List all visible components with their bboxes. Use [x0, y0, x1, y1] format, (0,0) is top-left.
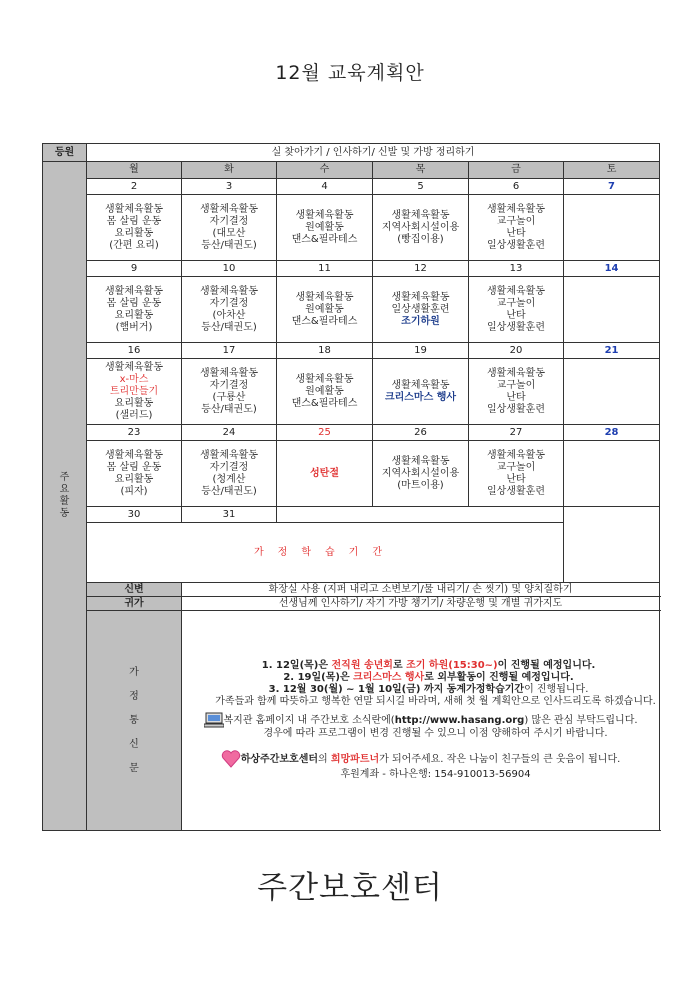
- activity-line: 요리활동: [114, 309, 154, 321]
- newsletter-label-char: 가: [129, 666, 139, 678]
- news-greeting: 가족들과 함께 따뜻하고 행복한 연말 되시길 바라며, 새해 첫 월 계획안으로 인사드리도록 하겠습니다.: [215, 695, 656, 707]
- activities-label-char: 활: [59, 496, 70, 507]
- activity-line: 난타: [506, 309, 526, 321]
- activity-line: 난타: [506, 473, 526, 485]
- activity-line: (대모산: [212, 227, 246, 239]
- date-cell: 18: [277, 343, 373, 359]
- activity-line: 원예활동: [305, 385, 344, 397]
- activity-line: 원예활동: [305, 303, 344, 315]
- weekday-header: 수: [277, 162, 373, 179]
- date-cell: 30: [87, 507, 182, 523]
- activity-cell: [87, 441, 182, 507]
- activity-line: 트리만들기: [109, 385, 159, 397]
- activity-line: 난타: [506, 227, 526, 239]
- activity-line: 자기결정: [209, 215, 249, 227]
- activity-cell: [564, 441, 660, 507]
- activity-cell: [373, 359, 469, 425]
- activities-label-char: 요: [59, 484, 70, 495]
- activity-cell: [182, 277, 277, 343]
- activity-line: 등산/태권도): [201, 239, 257, 251]
- activity-line: 요리활동: [114, 227, 154, 239]
- activities-label-char: 동: [59, 508, 70, 519]
- activity-line: 성탄절: [310, 467, 339, 479]
- activity-line: 교구놀이: [496, 379, 536, 391]
- activity-cell: [469, 195, 564, 261]
- activity-line: 생활체육활동: [295, 373, 354, 385]
- activity-line: 생활체육활동: [200, 285, 258, 297]
- activity-line: 생활체육활동: [391, 209, 450, 221]
- activity-line: (샐러드): [115, 409, 153, 421]
- activity-line: 생활체육활동: [487, 203, 545, 215]
- date-cell: 3: [182, 179, 277, 195]
- activity-line: 몸 살림 운동: [106, 215, 162, 227]
- news-donation: 하상주간보호센터의 희망파트너가 되어주세요. 작은 나눔이 친구들의 큰 웃음이 됩니다.: [182, 750, 659, 768]
- activity-line: (청계산: [212, 473, 246, 485]
- date-cell: 31: [182, 507, 277, 523]
- activities-label: [43, 162, 87, 831]
- activity-line: 생활체육활동: [105, 361, 163, 373]
- activity-cell: [182, 441, 277, 507]
- hygiene-text: 화장실 사용 (지퍼 내리고 소변보기/물 내리기/ 손 씻기) 및 양치질하기: [182, 583, 660, 597]
- activity-line: 생활체육활동: [200, 449, 258, 461]
- newsletter-content: [182, 611, 660, 831]
- date-cell: 12: [373, 261, 469, 277]
- activity-line: 몸 살림 운동: [106, 297, 162, 309]
- activity-line: 일상생활훈련: [487, 403, 545, 415]
- news-item-1: 1. 12일(목)은 전직원 송년회로 조기 하원(15:30~)이 진행될 예정입니다.: [261, 659, 596, 671]
- activity-line: 크리스마스 행사: [384, 391, 457, 403]
- activity-line: 댄스&필라테스: [291, 233, 358, 245]
- activity-line: 일상생활훈련: [391, 303, 450, 315]
- newsletter-label-char: 정: [129, 690, 139, 702]
- newsletter-label-char: 신: [129, 738, 139, 750]
- activity-line: 교구놀이: [496, 215, 536, 227]
- date-cell: 7: [564, 179, 660, 195]
- news-change: 경우에 따라 프로그램이 변경 진행될 수 있으니 이점 양해하여 주시기 바랍니다.: [263, 727, 608, 739]
- date-cell: 6: [469, 179, 564, 195]
- activity-line: 생활체육활동: [105, 449, 163, 461]
- activity-line: (피자): [120, 485, 148, 497]
- date-cell: 10: [182, 261, 277, 277]
- activity-cell: [469, 277, 564, 343]
- activity-line: 생활체육활동: [391, 379, 450, 391]
- news-homepage: 복지관 홈페이지 내 주간보호 소식란에(http://www.hasang.org) 많은 관심 부탁드립니다.: [182, 712, 659, 728]
- news-item-3: 3. 12월 30(월) ~ 1월 10일(금) 까지 동계가정학습기간이 진행됩니다.: [268, 683, 589, 695]
- news-item-2: 2. 19일(목)은 크리스마스 행사로 외부활동이 진행될 예정입니다.: [283, 671, 574, 683]
- news-account: 후원계좌 - 하나은행: 154-910013-56904: [340, 768, 531, 780]
- empty-cell: [277, 507, 564, 523]
- footer-title: 주간보호센터: [257, 870, 443, 906]
- activity-line: 생활체육활동: [105, 203, 163, 215]
- activity-line: 생활체육활동: [487, 285, 545, 297]
- activity-cell: [564, 359, 660, 425]
- activity-cell: [277, 277, 373, 343]
- arrival-label: 등원: [43, 144, 87, 162]
- activity-line: 조기하원: [401, 315, 440, 327]
- hygiene-label: 신변: [87, 583, 182, 597]
- activity-line: 생활체육활동: [295, 209, 354, 221]
- activity-line: 생활체육활동: [487, 449, 545, 461]
- date-cell: 19: [373, 343, 469, 359]
- home-study-notice: 가정학습기간: [87, 523, 564, 583]
- date-cell: 28: [564, 425, 660, 441]
- date-cell: 21: [564, 343, 660, 359]
- activity-line: 난타: [506, 391, 526, 403]
- activity-cell: [277, 195, 373, 261]
- activity-line: (빵집이용): [397, 233, 444, 245]
- activity-line: 자기결정: [209, 379, 249, 391]
- activity-line: 생활체육활동: [200, 203, 258, 215]
- date-cell: 9: [87, 261, 182, 277]
- empty-cell: [564, 507, 660, 583]
- activity-line: 지역사회시설이용: [381, 467, 460, 479]
- activity-line: 생활체육활동: [487, 367, 545, 379]
- activity-line: 생활체육활동: [391, 291, 450, 303]
- activity-line: 일상생활훈련: [487, 239, 545, 251]
- activity-line: 등산/태권도): [201, 403, 257, 415]
- weekday-header: 월: [87, 162, 182, 179]
- date-cell: 2: [87, 179, 182, 195]
- activity-cell: [469, 441, 564, 507]
- activity-line: 교구놀이: [496, 297, 536, 309]
- activity-line: (아차산: [212, 309, 246, 321]
- activity-line: 몸 살림 운동: [106, 461, 162, 473]
- date-cell: 4: [277, 179, 373, 195]
- activity-cell: [564, 277, 660, 343]
- date-cell: 23: [87, 425, 182, 441]
- activity-cell: [373, 195, 469, 261]
- activity-line: 자기결정: [209, 461, 249, 473]
- computer-icon: [204, 712, 224, 728]
- activity-cell: [87, 359, 182, 425]
- activity-line: 원예활동: [305, 221, 344, 233]
- page-title: 12월 교육계획안: [275, 62, 425, 84]
- activity-cell: [277, 441, 373, 507]
- activity-line: 등산/태권도): [201, 321, 257, 333]
- activity-cell: [469, 359, 564, 425]
- activity-cell: [373, 277, 469, 343]
- activity-line: (햄버거): [115, 321, 153, 333]
- activity-line: 교구놀이: [496, 461, 536, 473]
- weekday-header: 금: [469, 162, 564, 179]
- newsletter-label-char: 문: [129, 762, 139, 774]
- date-cell: 11: [277, 261, 373, 277]
- date-cell: 26: [373, 425, 469, 441]
- departure-text: 선생님께 인사하기/ 자기 가방 챙기기/ 차량운행 및 개별 귀가지도: [182, 597, 660, 611]
- weekday-header: 목: [373, 162, 469, 179]
- date-cell: 24: [182, 425, 277, 441]
- activity-line: (마트이용): [397, 479, 444, 491]
- activity-line: 생활체육활동: [200, 367, 258, 379]
- date-cell: 20: [469, 343, 564, 359]
- activity-line: (구룡산: [212, 391, 246, 403]
- date-cell: 25: [277, 425, 373, 441]
- date-cell: 17: [182, 343, 277, 359]
- activity-line: 요리활동: [114, 473, 154, 485]
- activities-label-char: 주: [59, 472, 70, 483]
- activity-cell: [182, 359, 277, 425]
- departure-label: 귀가: [87, 597, 182, 611]
- activity-line: 생활체육활동: [105, 285, 163, 297]
- date-cell: 27: [469, 425, 564, 441]
- activity-cell: [87, 195, 182, 261]
- activity-line: 요리활동: [114, 397, 154, 409]
- heart-icon: [221, 750, 241, 768]
- date-cell: 5: [373, 179, 469, 195]
- weekday-header: 토: [564, 162, 660, 179]
- activity-line: (간편 요리): [109, 239, 159, 251]
- activity-line: x-마스: [119, 373, 149, 385]
- activity-cell: [564, 195, 660, 261]
- activity-line: 생활체육활동: [295, 291, 354, 303]
- activity-line: 일상생활훈련: [487, 485, 545, 497]
- activity-cell: [87, 277, 182, 343]
- activity-line: 자기결정: [209, 297, 249, 309]
- activity-cell: [373, 441, 469, 507]
- activity-line: 지역사회시설이용: [381, 221, 460, 233]
- weekday-header: 화: [182, 162, 277, 179]
- activity-line: 일상생활훈련: [487, 321, 545, 333]
- activity-cell: [182, 195, 277, 261]
- date-cell: 13: [469, 261, 564, 277]
- newsletter-label: [87, 611, 182, 831]
- activity-line: 댄스&필라테스: [291, 397, 358, 409]
- newsletter-label-char: 통: [129, 714, 139, 726]
- plan-table: [42, 143, 660, 831]
- activity-line: 생활체육활동: [391, 455, 450, 467]
- activity-line: 댄스&필라테스: [291, 315, 358, 327]
- date-cell: 16: [87, 343, 182, 359]
- activity-line: 등산/태권도): [201, 485, 257, 497]
- activity-cell: [277, 359, 373, 425]
- date-cell: 14: [564, 261, 660, 277]
- arrival-text: 실 찾아가기 / 인사하기/ 신발 및 가방 정리하기: [87, 144, 660, 162]
